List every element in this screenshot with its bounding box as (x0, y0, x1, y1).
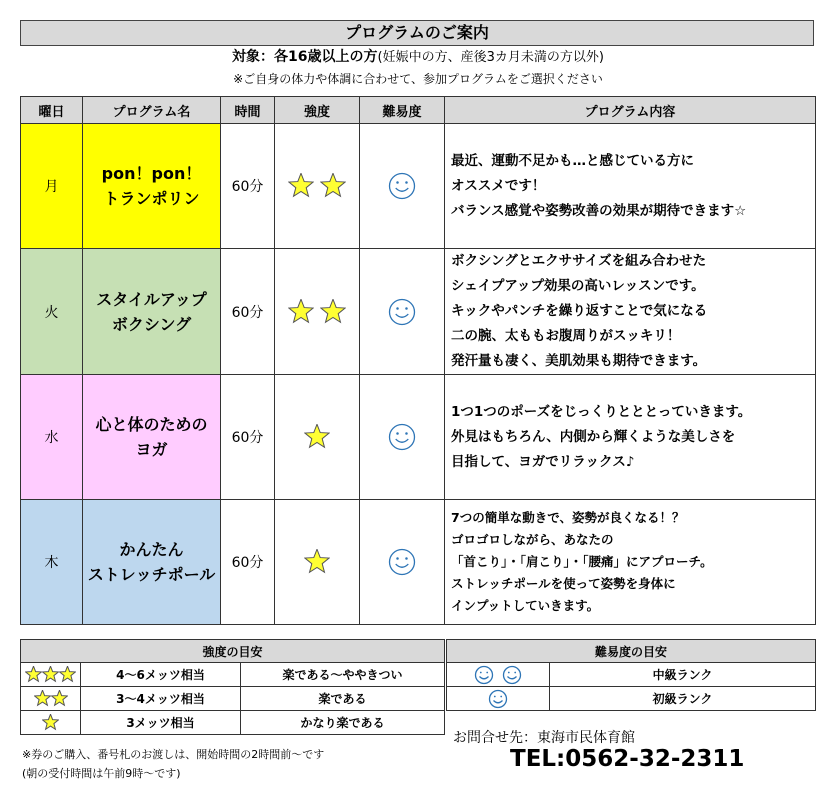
difficulty-cell (360, 500, 445, 625)
star-icon (304, 424, 330, 450)
smiley-icon (388, 548, 416, 576)
smiley-icon (388, 423, 416, 451)
program-table (20, 96, 816, 625)
legend-desc: かなり楽である (241, 711, 445, 735)
contact-label: お問合せ先：東海市民体育館 (453, 730, 635, 746)
legend-row (447, 663, 816, 687)
intensity-cell (275, 500, 360, 625)
program-name-line2: ヨガ (135, 440, 168, 459)
program-name-line1: かんたん (119, 540, 184, 559)
star-icon (59, 666, 76, 683)
table-header-row (21, 97, 816, 124)
program-name-cell (83, 375, 221, 500)
legend-stars (21, 711, 81, 735)
star-icon (320, 299, 346, 325)
target-rest: (妊娠中の方、産後3カ月未満の方以外) (377, 50, 604, 65)
content-line: 1つ1つのポーズをじっくりとととっていきます。 (451, 403, 752, 420)
legend-row (21, 711, 445, 735)
smiley-icon (388, 298, 416, 326)
intensity-cell (275, 249, 360, 375)
star-icon (288, 299, 314, 325)
program-name-cell (83, 249, 221, 375)
day-cell: 火 (21, 249, 83, 375)
table-row (21, 500, 816, 625)
star-icon (42, 714, 59, 731)
intensity-cell (275, 375, 360, 500)
smiley-icon (474, 665, 494, 685)
program-name-cell (83, 500, 221, 625)
star-icon (34, 690, 51, 707)
star-icon (288, 173, 314, 199)
star-icon (25, 666, 42, 683)
difficulty-cell (360, 375, 445, 500)
legend-smileys (447, 663, 550, 687)
header-content: プログラム内容 (445, 97, 816, 124)
day-cell: 木 (21, 500, 83, 625)
table-row (21, 375, 816, 500)
legend-row (21, 663, 445, 687)
program-name-line2: トランポリン (103, 189, 200, 208)
content-line: インプットしていきます。 (451, 598, 600, 613)
footer-note-1: ※券のご購入、番号札のお渡しは、開始時間の2時間前～です (22, 748, 325, 761)
content-line: 7つの簡単な動きで、姿勢が良くなる！？ (451, 510, 685, 525)
content-cell (445, 249, 816, 375)
legend-desc: 楽である (241, 687, 445, 711)
content-line: 「首こり」・「肩こり」・「腰痛」にアプローチ。 (451, 554, 713, 569)
legend-mets: 3メッツ相当 (81, 711, 241, 735)
page-title: プログラムのご案内 (20, 20, 814, 46)
selection-note: ※ご自身の体力や体調に合わせて、参加プログラムをご選択ください (233, 72, 603, 86)
legend-smileys (447, 687, 550, 711)
table-row (21, 249, 816, 375)
content-cell (445, 124, 816, 249)
time-cell: 60分 (221, 375, 275, 500)
header-time: 時間 (221, 97, 275, 124)
day-cell: 月 (21, 124, 83, 249)
smiley-icon (388, 172, 416, 200)
legend-rank: 初級ランク (550, 687, 816, 711)
target-audience (0, 48, 836, 67)
program-name-line2: ストレッチポール (87, 565, 216, 584)
table-row (21, 124, 816, 249)
content-line: シェイプアップ効果の高いレッスンです。 (451, 278, 705, 294)
header-day: 曜日 (21, 97, 83, 124)
program-name-line1: スタイルアップ (96, 289, 207, 309)
legend-stars (21, 687, 81, 711)
program-name-line1: pon！pon！ (101, 164, 202, 183)
header-intensity: 強度 (275, 97, 360, 124)
time-cell: 60分 (221, 124, 275, 249)
star-icon (51, 690, 68, 707)
time-cell: 60分 (221, 500, 275, 625)
content-line: バランス感覚や姿勢改善の効果が期待できます☆ (451, 202, 747, 219)
legend-row (447, 687, 816, 711)
smiley-icon (488, 689, 508, 709)
header-difficulty: 難易度 (360, 97, 445, 124)
content-line: 最近、運動不足かも…と感じている方に (451, 152, 694, 169)
time-cell: 60分 (221, 249, 275, 375)
content-line: 目指して、ヨガでリラックス♪ (451, 453, 635, 470)
legend-mets: 3～4メッツ相当 (81, 687, 241, 711)
difficulty-legend-title: 難易度の目安 (447, 640, 816, 663)
content-line: ゴロゴロしながら、あなたの (451, 532, 614, 547)
content-line: 外見はもちろん、内側から輝くような美しさを (451, 428, 736, 445)
smiley-icon (502, 665, 522, 685)
header-program: プログラム名 (83, 97, 221, 124)
star-icon (320, 173, 346, 199)
footer-note-2: (朝の受付時間は午前9時～です) (22, 767, 181, 780)
difficulty-cell (360, 124, 445, 249)
intensity-cell (275, 124, 360, 249)
legend-rank: 中級ランク (550, 663, 816, 687)
star-icon (42, 666, 59, 683)
intensity-legend-title: 強度の目安 (21, 640, 445, 663)
content-line: 二の腕、太ももお腹周りがスッキリ！ (451, 328, 681, 344)
program-name-line1: 心と体のための (95, 415, 208, 434)
content-line: ボクシングとエクササイズを組み合わせた (451, 253, 707, 269)
content-line: オススメです！ (451, 177, 546, 194)
difficulty-cell (360, 249, 445, 375)
content-cell (445, 500, 816, 625)
content-line: 発汗量も凄く、美肌効果も期待できます。 (451, 353, 707, 369)
difficulty-legend (446, 639, 816, 711)
content-line: ストレッチポールを使って姿勢を身体に (451, 576, 676, 591)
legend-row (21, 687, 445, 711)
content-cell (445, 375, 816, 500)
program-name-cell (83, 124, 221, 249)
content-line: キックやパンチを繰り返すことで気になる (451, 303, 708, 319)
legend-desc: 楽である～ややきつい (241, 663, 445, 687)
star-icon (304, 549, 330, 575)
intensity-legend (20, 639, 445, 735)
program-name-line2: ボクシング (111, 314, 192, 334)
legend-stars (21, 663, 81, 687)
target-bold: 対象：各16歳以上の方 (232, 49, 378, 65)
phone-number: TEL:0562-32-2311 (510, 746, 745, 772)
day-cell: 水 (21, 375, 83, 500)
legend-mets: 4～6メッツ相当 (81, 663, 241, 687)
